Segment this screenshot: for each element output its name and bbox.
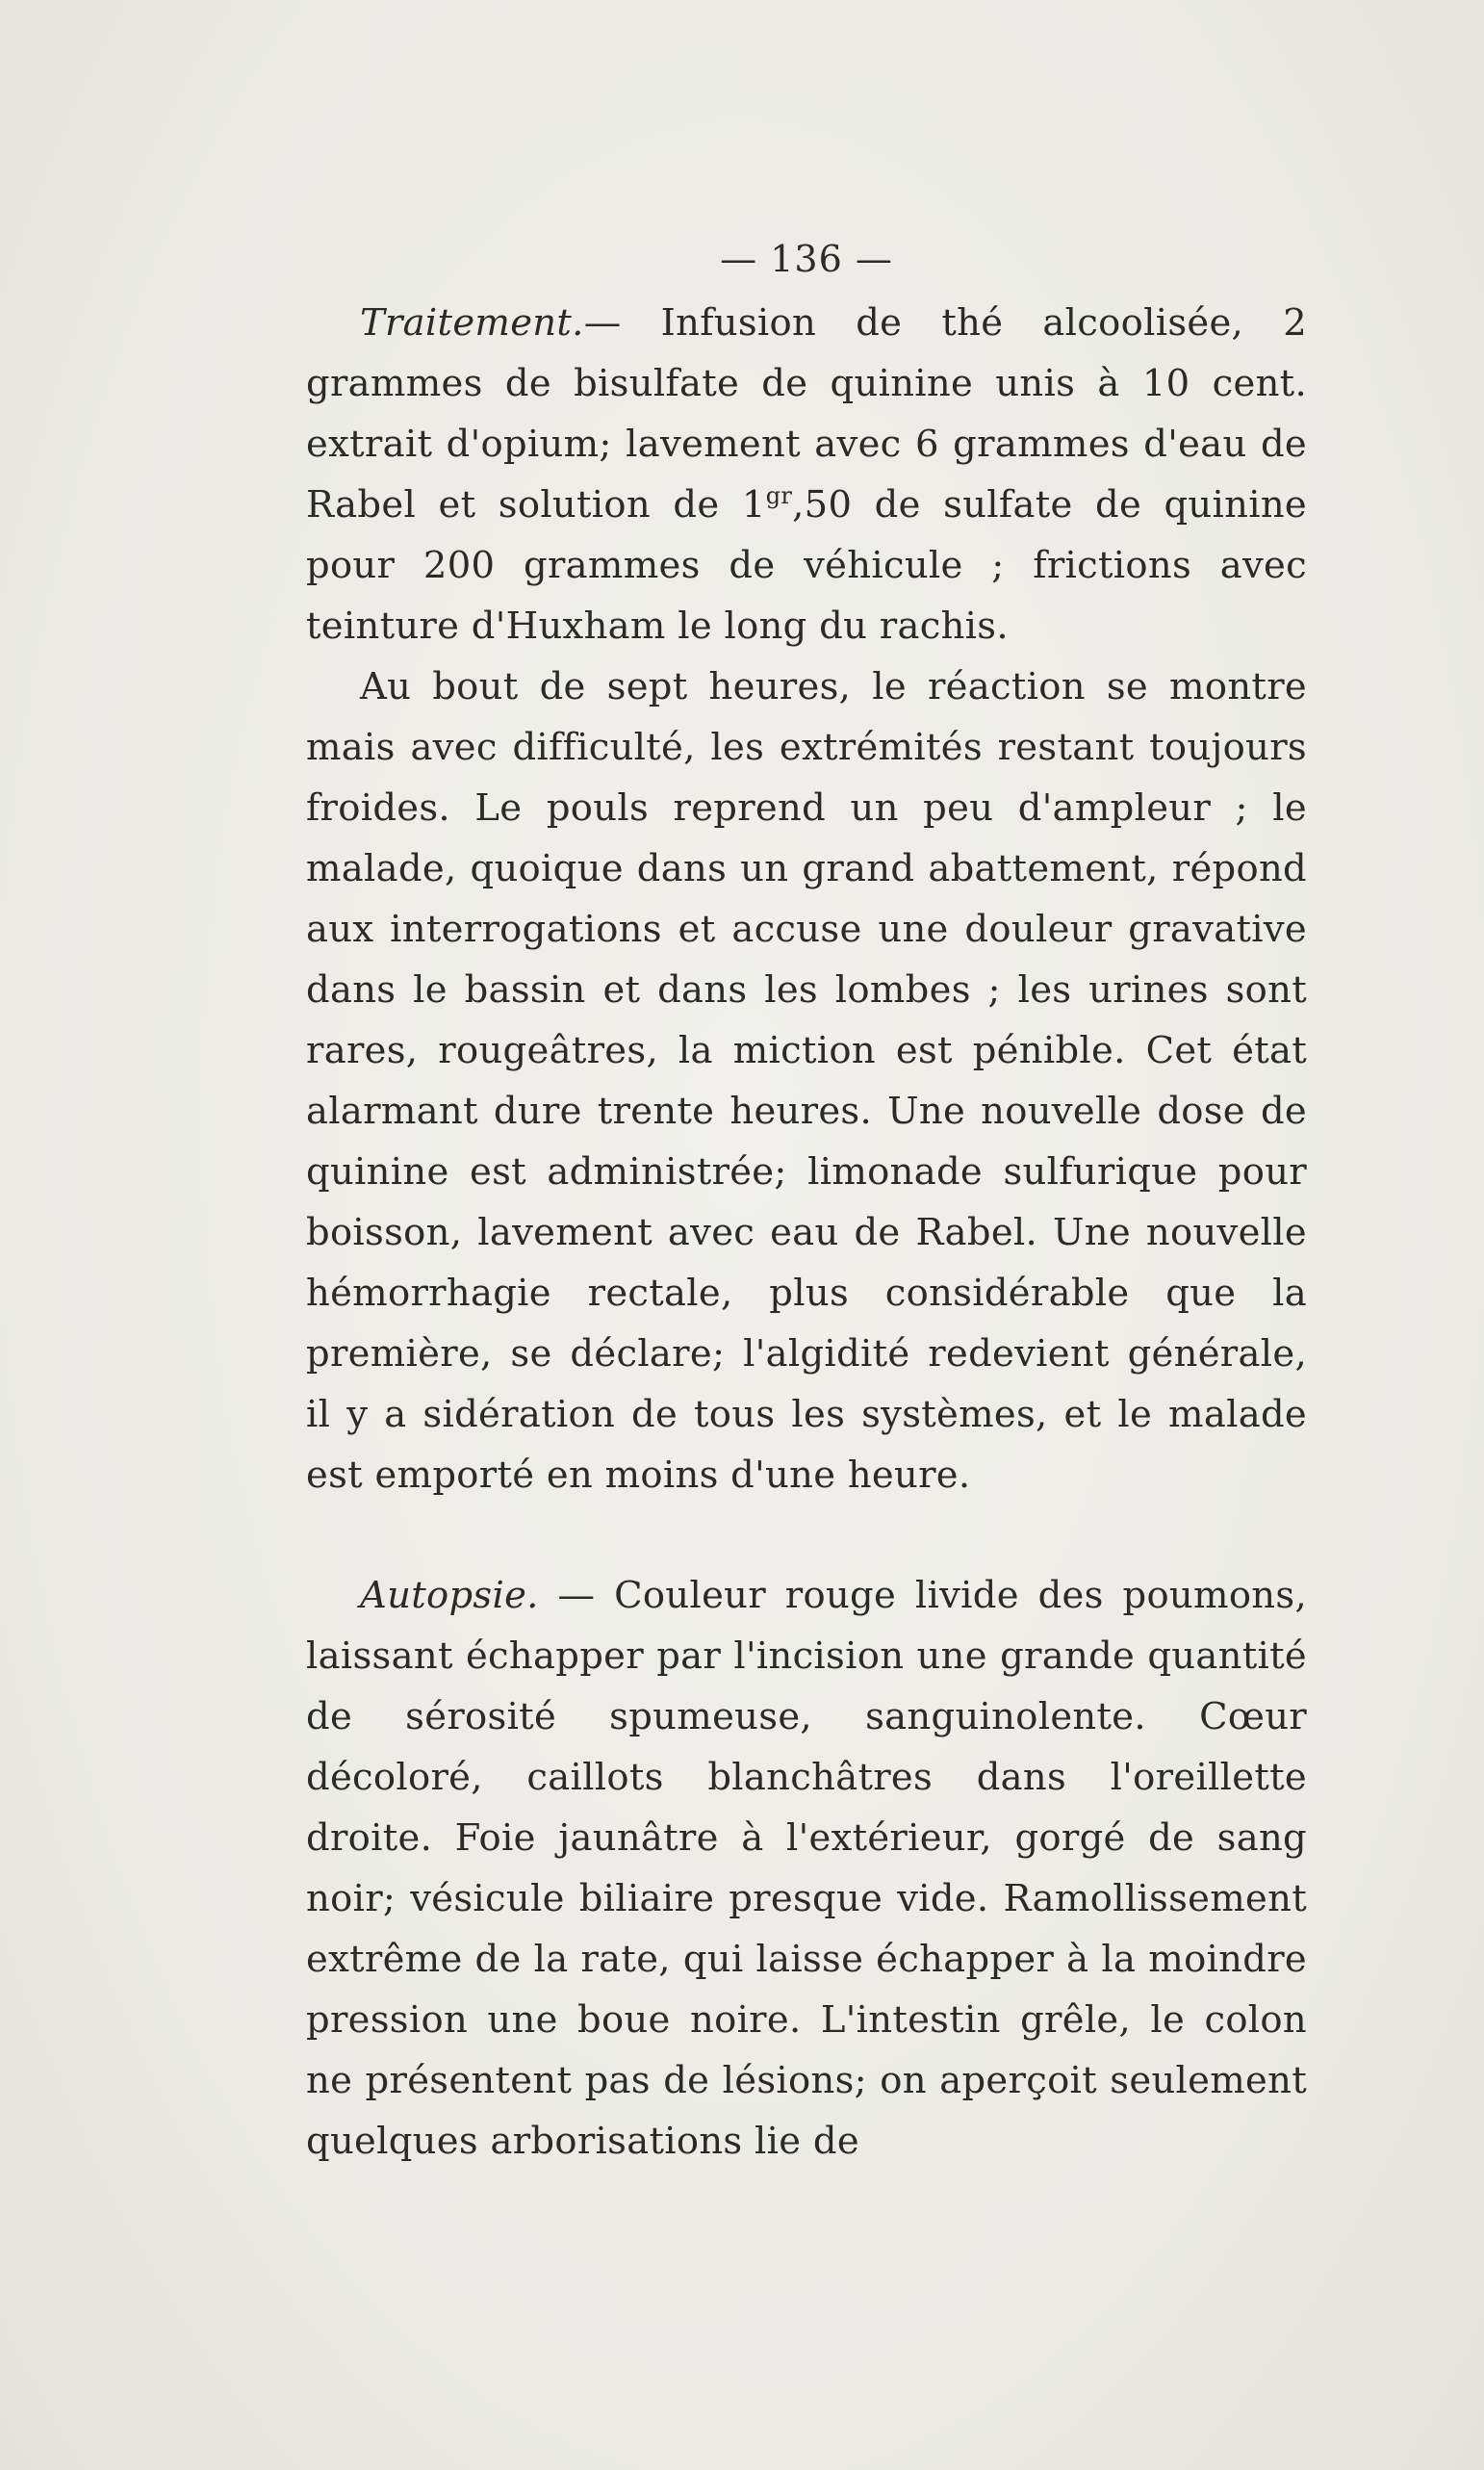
unit-superscript: gr xyxy=(765,482,793,510)
paragraph-spacer xyxy=(306,1505,1307,1565)
section-label-autopsie: Autopsie. xyxy=(360,1574,539,1617)
paragraph-text: — Couleur rouge livide des poumons, laissant échapper par l'incision une grande quantité de sérosité spumeuse, sanguinolente. Cœur décoloré, caillots blanchâtres dans l'oreillette droite. Foie jaunâtre à l'extérieur, gorgé de sang noir; vésicule biliaire presque vide. Ramollissement extrême de la rate, qui laisse échapper à la moindre pression une boue noire. L'intestin grêle, le colon ne présentent pas de lésions; on aperçoit seulement quelques arborisations lie de xyxy=(306,1574,1307,2163)
paragraph-traitement xyxy=(306,293,1307,656)
paragraph-text-continued: ,50 de sulfate de quinine pour 200 grammes de véhicule ; frictions avec teinture d'Huxham le long du rachis. xyxy=(306,483,1308,648)
paragraph-autopsie xyxy=(306,1565,1307,2172)
section-label-traitement: Traitement. xyxy=(360,301,584,345)
text-block xyxy=(306,229,1307,2172)
paragraph-text: — Infusion de thé alcoolisée, 2 grammes de bisulfate de quinine unis à 10 cent. extrait d'opium; lavement avec 6 grammes d'eau de Rabel et solution de 1 xyxy=(306,301,1307,527)
page-number: — 136 — xyxy=(720,238,893,280)
paragraph-evolution: Au bout de sept heures, le réaction se montre mais avec difficulté, les extrémités restant toujours froides. Le pouls reprend un peu d'ampleur ; le malade, quoique dans un grand abattement, répond aux interrogations et accuse une douleur gravative dans le bassin et dans les lombes ; les urines sont rares, rougeâtres, la miction est pénible. Cet état alarmant dure trente heures. Une nouvelle dose de quinine est administrée; limonade sulfurique pour boisson, lavement avec eau de Rabel. Une nouvelle hémorrhagie rectale, plus considérable que la première, se déclare; l'algidité redevient générale, il y a sidération de tous les systèmes, et le malade est emporté en moins d'une heure. xyxy=(306,665,1307,1497)
